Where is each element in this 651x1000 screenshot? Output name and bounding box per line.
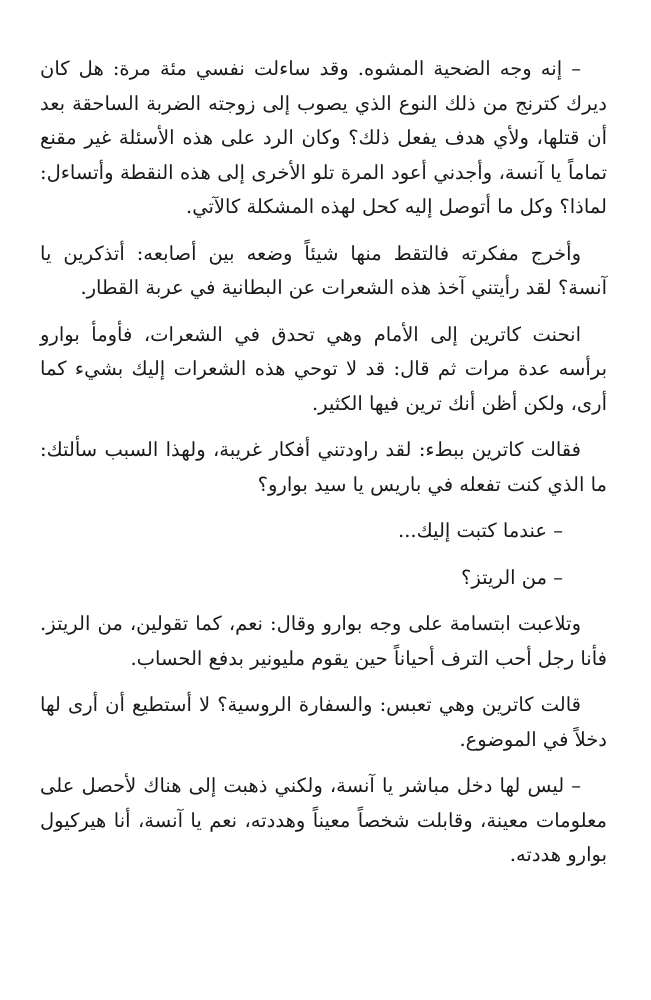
paragraph-paris-question: فقالت كاترين ببطء: لقد راودتني أفكار غريبة، ولهذا السبب سألتك: ما الذي كنت تفعله في باريس يا سيد بوارو؟ (40, 438, 607, 496)
paragraph-victim-face: – إنه وجه الضحية المشوه. وقد ساءلت نفسي مئة مرة: هل كان ديرك كترنج من ذلك النوع الذي يصوب إلى زوجته الضربة الساحقة بعد أن قتلها، ولأي هدف يفعل ذلك؟ وكان الرد على هذه الأسئلة غير مقنع تماماً يا آنسة، وأجدني أعود المرة تلو الأخرى إلى هذه النقطة وأتساءل: لماذا؟ وكل ما أتوصل إليه كحل لهذه المشكلة كالآتي. (40, 57, 607, 218)
paragraph-notebook-hairs: وأخرج مفكرته فالتقط منها شيئاً وضعه بين أصابعه: أتذكرين يا آنسة؟ لقد رأيتني آخذ هذه الشعرات عن البطانية في عربة القطار. (40, 241, 607, 299)
paragraph-when-i-wrote: – عندما كتبت إليك... (398, 519, 563, 542)
paragraph-from-ritz: – من الريتز؟ (461, 565, 563, 589)
paragraph-katherine-leans: انحنت كاترين إلى الأمام وهي تحدق في الشعرات، فأومأ بوارو برأسه عدة مرات ثم قال: قد لا توحي هذه الشعرات إليك بشيء كما أرى، ولكن أظن أنك ترين فيها الكثير. (40, 322, 607, 415)
paragraph-russian-embassy: قالت كاترين وهي تعبس: والسفارة الروسية؟ لا أستطيع أن أرى لها دخلاً في الموضوع. (40, 693, 607, 751)
paragraph-threatened: – ليس لها دخل مباشر يا آنسة، ولكني ذهبت إلى هناك لأحصل على معلومات معينة، وقابلت شخصاً معيناً وهددته، نعم يا آنسة، أنا هيركيول بوارو هددته. (40, 774, 607, 866)
paragraph-poirot-smile: وتلاعبت ابتسامة على وجه بوارو وقال: نعم، كما تقولين، من الريتز. فأنا رجل أحب الترف أحياناً حين يقوم مليونير بدفع الحساب. (40, 612, 607, 670)
